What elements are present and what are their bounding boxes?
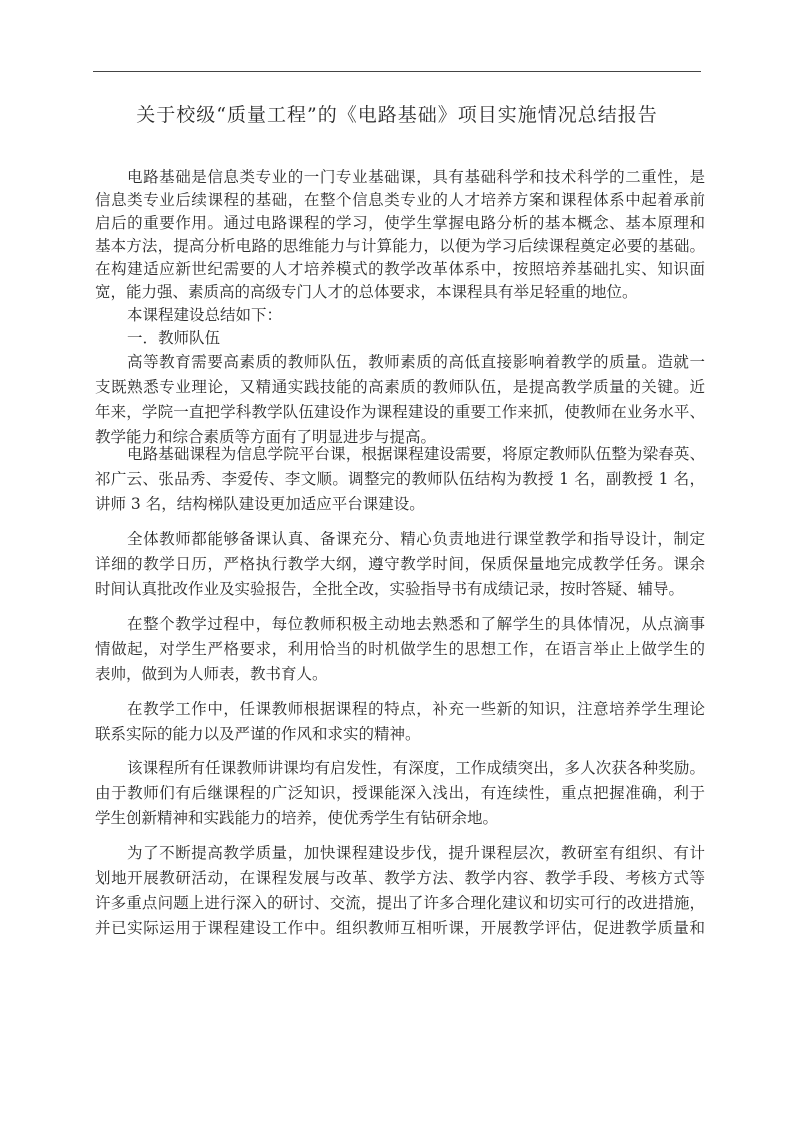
document-title: 关于校级“质量工程”的《电路基础》项目实施情况总结报告 — [136, 104, 658, 126]
text-line: 基本方法，提高分析电路的思维能力与计算能力，以便为学习后续课程奠定必要的基础。 — [95, 237, 705, 255]
paragraph — [95, 304, 705, 327]
text-line: 联系实际的能力以及严谨的作风和求实的精神。 — [95, 725, 421, 743]
text-line: 本课程建设总结如下： — [127, 306, 283, 324]
text-line: 在构建适应新世纪需要的人才培养模式的教学改革体系中，按照培养基础扎实、知识面 — [95, 260, 705, 278]
text-line: 祁广云、张品秀、李爱传、李文顺。调整完的教师队伍结构为教授 1 名，副教授 1 名， — [95, 470, 705, 488]
text-line: 一．教师队伍 — [127, 329, 221, 347]
text-line: 表帅，做到为人师表，教书育人。 — [95, 665, 328, 683]
paragraph — [95, 350, 705, 450]
text-line: 全体教师都能够备课认真、备课充分、精心负责地进行课堂教学和指导设计，制定 — [127, 530, 705, 548]
header-rule — [93, 71, 701, 72]
text-line: 时间认真批改作业及实验报告，全批全改，实验指导书有成绩记录，按时答疑、辅导。 — [95, 580, 685, 598]
paragraph — [95, 697, 705, 747]
text-line: 在教学工作中，任课教师根据课程的特点，补充一些新的知识，注意培养学生理论 — [127, 700, 705, 718]
text-line: 并已实际运用于课程建设工作中。组织教师互相听课，开展教学评估，促进教学质量和 — [95, 919, 705, 937]
paragraph — [95, 841, 705, 941]
paragraph — [95, 166, 705, 304]
text-line: 支既熟悉专业理论，又精通实践技能的高素质的教师队伍，是提高教学质量的关键。近 — [95, 378, 705, 396]
text-line: 启后的重要作用。通过电路课程的学习，使学生掌握电路分析的基本概念、基本原理和 — [95, 214, 705, 232]
text-line: 教学能力和综合素质等方面有了明显进步与提高。 — [95, 428, 437, 446]
text-line: 电路基础课程为信息学院平台课，根据课程建设需要，将原定教师队伍整为梁春英、 — [127, 445, 705, 463]
text-line: 为了不断提高教学质量，加快课程建设步伐，提升课程层次，教研室有组织、有计 — [127, 844, 705, 862]
text-line: 年来，学院一直把学科教学队伍建设作为课程建设的重要工作来抓，使教师在业务水平、 — [95, 403, 705, 421]
paragraph — [95, 527, 705, 602]
text-line: 许多重点问题上进行深入的研讨、交流，提出了许多合理化建议和切实可行的改进措施， — [95, 894, 705, 912]
text-line: 详细的教学日历，严格执行教学大纲，遵守教学时间，保质保量地完成教学任务。课余 — [95, 555, 705, 573]
paragraph — [95, 612, 705, 687]
text-line: 在整个教学过程中，每位教师积极主动地去熟悉和了解学生的具体情况，从点滴事 — [127, 615, 705, 633]
text-line: 电路基础是信息类专业的一门专业基础课，具有基础科学和技术科学的二重性，是 — [127, 168, 705, 186]
text-line: 情做起，对学生严格要求，利用恰当的时机做学生的思想工作，在语言举止上做学生的 — [95, 640, 705, 658]
paragraph — [95, 327, 705, 350]
paragraph — [95, 442, 705, 517]
text-line: 宽，能力强、素质高的高级专门人才的总体要求，本课程具有举足轻重的地位。 — [95, 283, 638, 301]
text-line: 学生创新精神和实践能力的培养，使优秀学生有钻研余地。 — [95, 809, 499, 827]
text-line: 划地开展教研活动，在课程发展与改革、教学方法、教学内容、教学手段、考核方式等 — [95, 869, 705, 887]
text-line: 由于教师们有后继课程的广泛知识，授课能深入浅出，有连续性，重点把握准确，利于 — [95, 784, 705, 802]
text-line: 高等教育需要高素质的教师队伍，教师素质的高低直接影响着教学的质量。造就一 — [127, 353, 705, 371]
text-line: 该课程所有任课教师讲课均有启发性，有深度，工作成绩突出，多人次获各种奖励。 — [127, 759, 705, 777]
paragraph — [95, 756, 705, 831]
text-line: 讲师 3 名，结构梯队建设更加适应平台课建设。 — [95, 495, 425, 513]
text-line: 信息类专业后续课程的基础，在整个信息类专业的人才培养方案和课程体系中起着承前 — [95, 191, 705, 209]
